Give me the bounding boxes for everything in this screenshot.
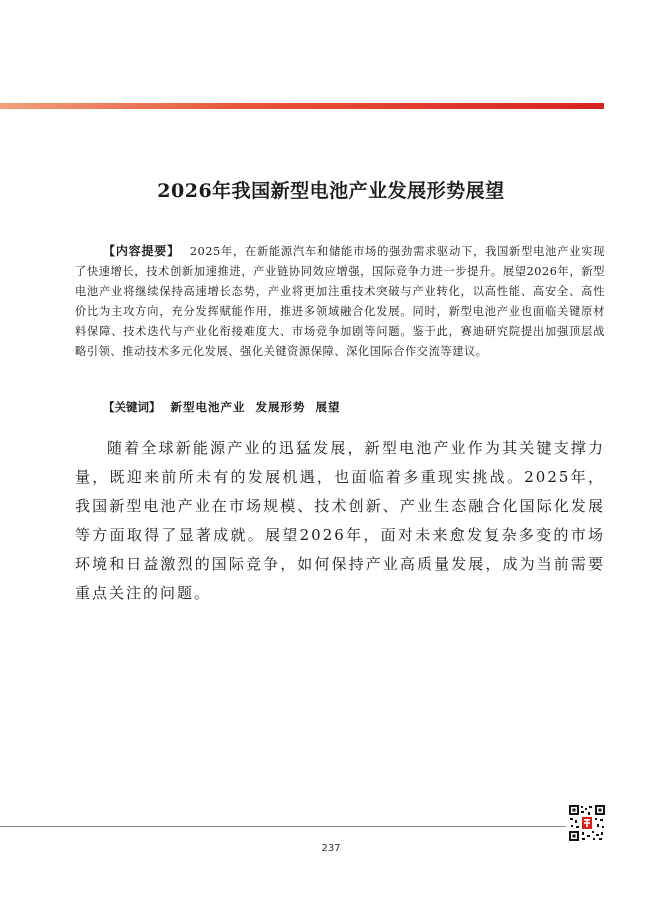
- keyword-item: 发展形势: [255, 400, 306, 414]
- keywords: [75, 399, 605, 415]
- page-title: 2026年我国新型电池产业发展形势展望: [157, 180, 505, 202]
- page-number: 237: [321, 843, 341, 854]
- qr-code-icon: [569, 805, 605, 841]
- abstract-text: 2025年，在新能源汽车和储能市场的强劲需求驱动下，我国新型电池产业实现了快速增长，技术创新加速推进，产业链协同效应增强，国际竞争力进一步提升。展望2026年，新型电池产业将继续保持高速增长态势，产业将更加注重技术突破与产业转化，以高性能、高安全、高性价比为主攻方向，充分发挥赋能作用，推进多领域融合化发展。同时，新型电池产业也面临关键原材料保障、技术迭代与产业化衔接难度大、市场竞争加剧等问题。鉴于此，赛迪研究院提出加强顶层战略引领、推动技术多元化发展、强化关键资源保障、深化国际合作交流等建议。: [75, 245, 605, 358]
- keyword-item: 展望: [315, 400, 341, 414]
- keyword-item: 新型电池产业: [170, 400, 246, 414]
- header-accent-bar: [0, 103, 604, 109]
- keywords-label: 【关键词】: [103, 400, 161, 414]
- abstract-label: 【内容提要】: [103, 244, 180, 258]
- body-paragraph: 随着全球新能源产业的迅猛发展，新型电池产业作为其关键支撑力量，既迎来前所未有的发展机遇，也面临着多重现实挑战。2025年，我国新型电池产业在市场规模、技术创新、产业生态融合化国际化发展等方面取得了显著成就。展望2026年，面对未来愈发复杂多变的市场环境和日益激烈的国际竞争，如何保持产业高质量发展，成为当前需要重点关注的问题。: [75, 439, 605, 602]
- footer-divider: [0, 826, 566, 827]
- abstract: [75, 241, 605, 362]
